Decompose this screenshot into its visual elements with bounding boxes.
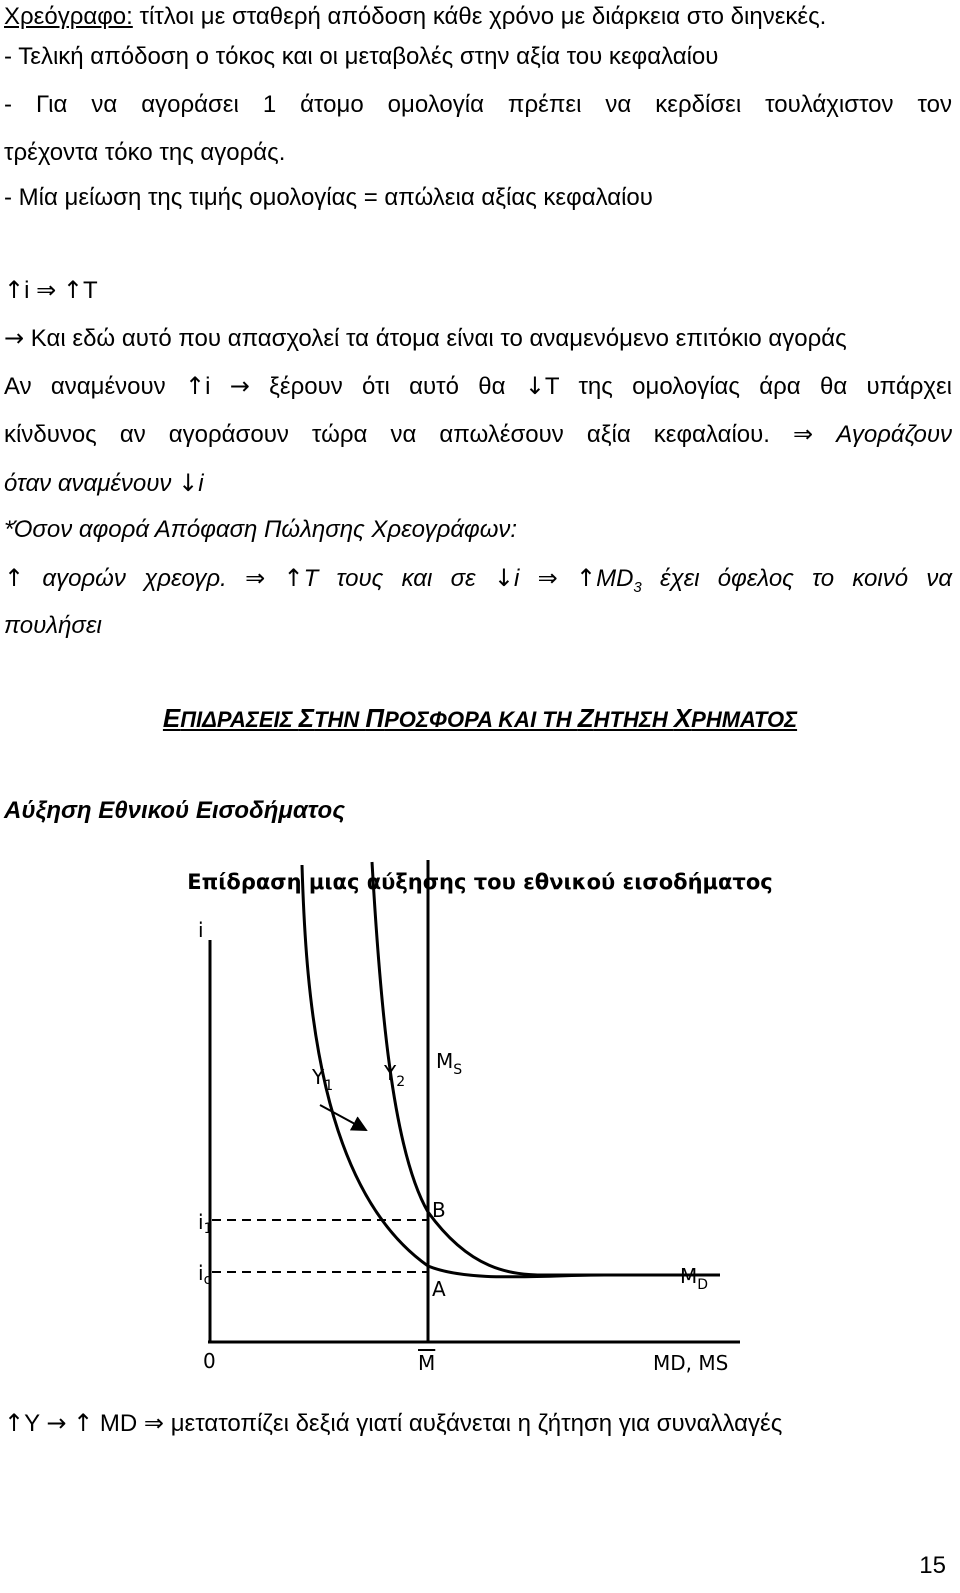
implies-icon: ⇒	[36, 276, 57, 304]
arrow-up-icon: ↑	[4, 276, 25, 304]
arrow-down-icon: ↓	[493, 564, 514, 592]
x-axis-label: MD, MS	[653, 1351, 729, 1375]
implies-icon: ⇒	[793, 420, 814, 448]
m-bar-label: M	[418, 1351, 436, 1375]
arrow-up-icon: ↑	[283, 564, 304, 592]
text-line-9: κίνδυνος αν αγοράσουν τώρα να απωλέσουν αξία κεφαλαίου. ⇒ Αγοράζουν	[4, 420, 953, 448]
figure-title: Επίδραση μιας αύξησης του εθνικού εισοδήματος	[187, 870, 773, 894]
i0-label: $i_o$	[198, 1261, 213, 1288]
arrow-down-icon: ↓	[178, 469, 199, 497]
text-line-7: → Και εδώ αυτό που απασχολεί τα άτομα είναι το αναμενόμενο επιτόκιο αγοράς	[4, 324, 847, 352]
text-line-11: *Όσον αφορά Απόφαση Πώλησης Χρεογράφων:	[4, 516, 518, 543]
arrow-right-icon: →	[4, 324, 25, 352]
i1-label: $i_1$	[198, 1210, 213, 1237]
arrow-up-icon: ↑	[4, 1409, 25, 1437]
origin-label: 0	[203, 1349, 216, 1373]
term-label: Χρεόγραφο:	[4, 3, 133, 30]
page-number: 15	[919, 1552, 946, 1579]
term-definition: τίτλοι με σταθερή απόδοση κάθε χρόνο με διάρκεια στο διηνεκές.	[132, 3, 827, 30]
curve-y2-label: $Y_2$	[384, 1061, 406, 1090]
ms-label: $M_S$	[436, 1049, 463, 1078]
text-line-8: Αν αναμένουν ↑i → ξέρουν ότι αυτό θα ↓T της ομολογίας άρα θα υπάρχει	[4, 372, 953, 400]
text-line-5: - Μία μείωση της τιμής ομολογίας = απώλεια αξίας κεφαλαίου	[4, 184, 653, 211]
arrow-up-icon: ↑	[184, 372, 206, 400]
text-line-4: τρέχοντα τόκο της αγοράς.	[4, 139, 286, 166]
md-curve-y2	[372, 862, 720, 1275]
text-line-12: ↑ αγορών χρεογρ. ⇒ ↑T τους και σε ↓i ⇒ $↑MD_3$ έχει όφελος το κοινό να	[4, 564, 953, 596]
point-b-label: B	[432, 1198, 446, 1222]
text-line-3: - Για να αγοράσει 1 άτομο ομολογία πρέπει να κερδίσει τουλάχιστον τον	[4, 91, 952, 118]
implies-icon: ⇒	[143, 1409, 165, 1437]
arrow-up-icon: ↑	[62, 276, 84, 304]
curve-y1-label: $Y_1$	[312, 1065, 334, 1094]
y-axis-label: i	[198, 918, 204, 942]
implies-icon: ⇒	[245, 564, 266, 592]
point-a-label: A	[432, 1277, 446, 1301]
arrow-up-icon: ↑	[575, 564, 597, 592]
subheading: Αύξηση Εθνικού Εισοδήματος	[4, 797, 345, 824]
text-line-14: ↑Y → ↑ MD ⇒ μετατοπίζει δεξιά γιατί αυξάνεται η ζήτηση για συναλλαγές	[4, 1409, 783, 1437]
arrow-up-icon: ↑	[73, 1409, 94, 1437]
arrow-up-icon: ↑	[4, 564, 25, 592]
arrow-right-icon: →	[229, 372, 250, 400]
text-line-13: πουλήσει	[4, 612, 102, 639]
text-line-10: όταν αναμένουν ↓i	[4, 469, 204, 497]
section-heading: ΕΠΙΔΡΑΣΕΙΣ ΣΤΗΝ ΠΡΟΣΦΟΡΑ ΚΑΙ ΤΗ ΖΗΤΗΣΗ ΧΡΗΜΑΤΟΣ	[162, 703, 798, 733]
arrow-right-icon: →	[46, 1409, 67, 1437]
arrow-down-icon: ↓	[524, 372, 545, 400]
text-line-2: - Τελική απόδοση ο τόκος και οι μεταβολές στην αξία του κεφαλαίου	[4, 43, 719, 70]
formula-line: ↑i ⇒ ↑T	[4, 276, 98, 304]
md-label: $M_D$	[680, 1264, 709, 1293]
implies-icon: ⇒	[537, 564, 558, 592]
shift-arrow-icon	[320, 1105, 366, 1130]
